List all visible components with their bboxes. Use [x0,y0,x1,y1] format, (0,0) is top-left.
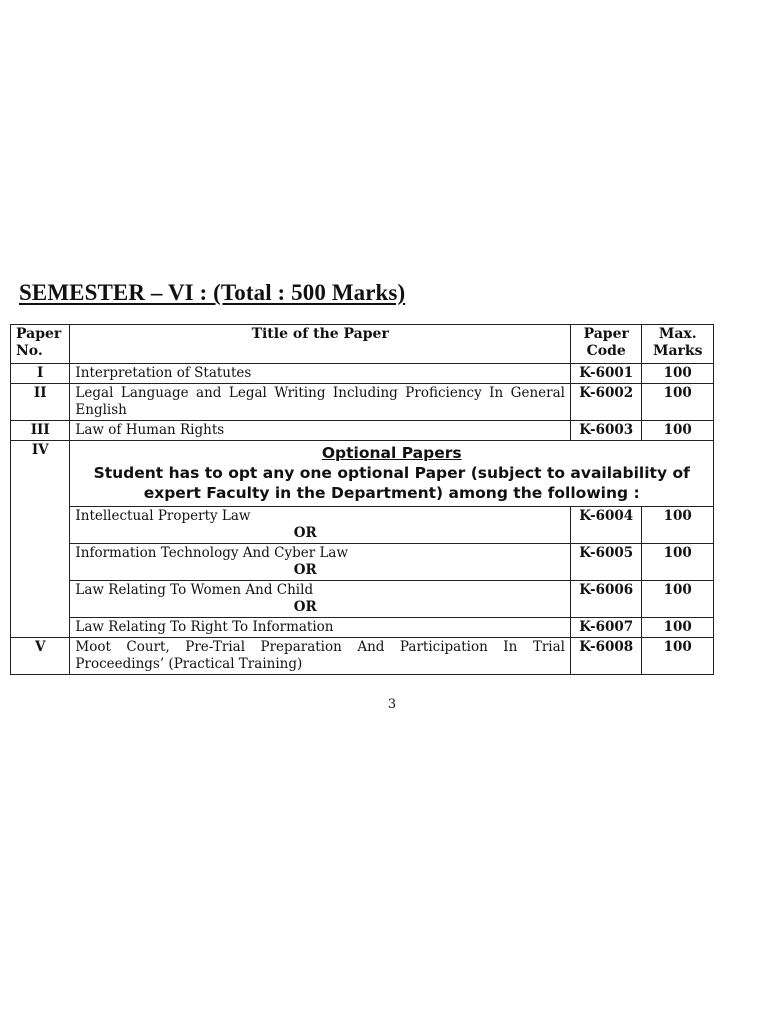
or-separator: OR [293,525,317,541]
max-marks: 100 [642,421,714,441]
paper-title: Interpretation of Statutes [70,364,571,384]
semester-heading: SEMESTER – VI : (Total : 500 Marks) [19,280,406,305]
paper-no: V [11,638,70,675]
or-separator: OR [293,562,317,578]
paper-no: IV [11,441,70,638]
page-number: 3 [387,697,397,712]
max-marks: 100 [642,364,714,384]
paper-no: III [11,421,70,441]
optional-heading-row [11,441,714,507]
table-header-row [11,325,714,364]
optional-papers-note: Student has to opt any one optional Paper (subject to availability of expert Faculty in the Department) among the following : [93,464,690,502]
max-marks: 100 [642,638,714,675]
paper-code: K-6004 [570,507,642,544]
paper-no: I [11,364,70,384]
paper-code: K-6001 [570,364,642,384]
paper-code: K-6005 [570,544,642,581]
paper-code: K-6008 [570,638,642,675]
max-marks: 100 [642,507,714,544]
optional-paper-cell [70,544,571,581]
table-row [11,364,714,384]
or-separator: OR [293,599,317,615]
header-paper-no: Paper No. [11,325,70,364]
header-title: Title of the Paper [70,325,571,364]
paper-code: K-6006 [570,581,642,618]
table-row [11,421,714,441]
paper-code: K-6007 [570,618,642,638]
header-marks: Max. Marks [642,325,714,364]
table-row [11,581,714,618]
paper-title: Law of Human Rights [70,421,571,441]
optional-papers-block [70,441,714,507]
paper-code: K-6003 [570,421,642,441]
paper-title: Law Relating To Women And Child [75,582,314,598]
paper-title: Moot Court, Pre-Trial Preparation And Participation In Trial Proceedings’ (Practical Training) [70,638,571,675]
paper-title: Information Technology And Cyber Law [75,545,349,561]
syllabus-table [10,324,714,675]
table-row [11,618,714,638]
max-marks: 100 [642,581,714,618]
max-marks: 100 [642,544,714,581]
paper-title: Law Relating To Right To Information [70,618,571,638]
paper-title: Legal Language and Legal Writing Including Proficiency In General English [70,384,571,421]
paper-code: K-6002 [570,384,642,421]
max-marks: 100 [642,618,714,638]
optional-paper-cell [70,507,571,544]
table-row [11,384,714,421]
paper-title: Intellectual Property Law [75,508,251,524]
table-row [11,638,714,675]
optional-papers-heading: Optional Papers [321,444,462,462]
table-row [11,507,714,544]
header-code: Paper Code [570,325,642,364]
table-row [11,544,714,581]
max-marks: 100 [642,384,714,421]
optional-paper-cell [70,581,571,618]
paper-no: II [11,384,70,421]
